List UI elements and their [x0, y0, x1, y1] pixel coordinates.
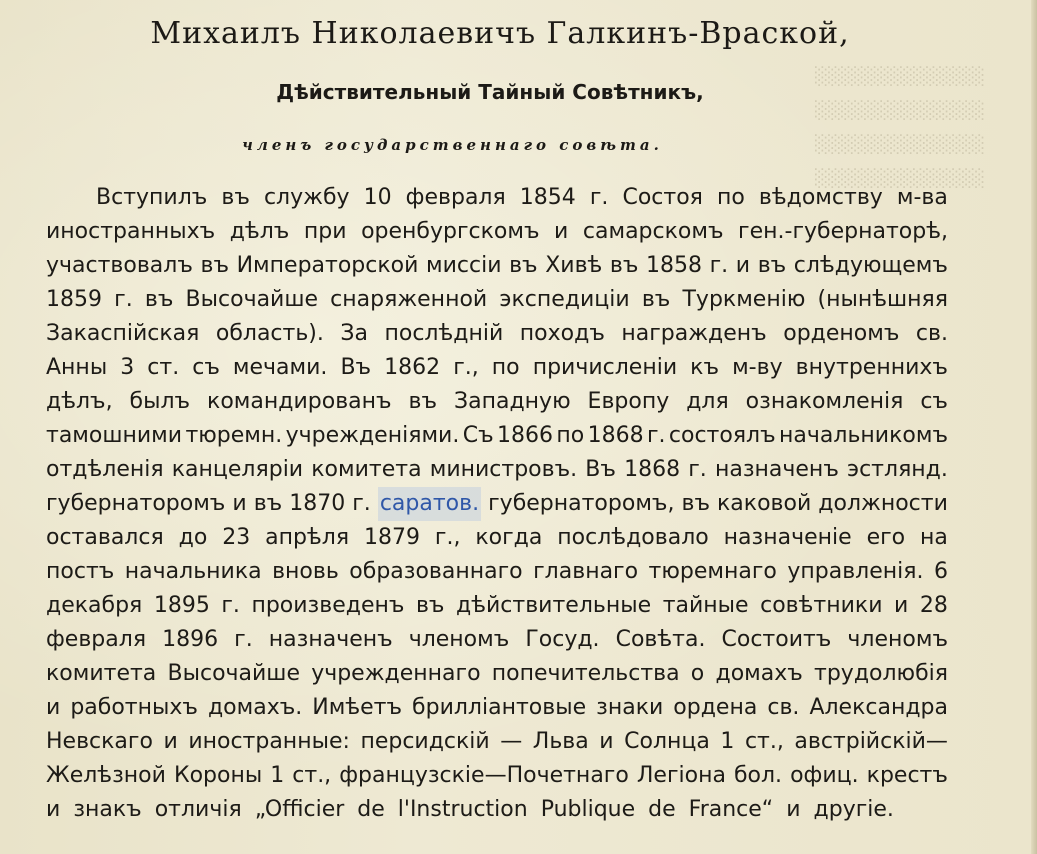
- word: въ: [509, 253, 538, 278]
- word: дѣйствительные: [456, 593, 652, 618]
- word: губернаторомъ: [46, 491, 226, 516]
- word: крестъ: [866, 763, 948, 788]
- word: въ: [681, 491, 710, 516]
- word: св.: [915, 321, 948, 346]
- text-line: [46, 215, 948, 249]
- word: оренбургскомъ: [361, 219, 540, 244]
- word: дѣлъ,: [46, 389, 113, 414]
- word: de: [357, 797, 385, 822]
- word: комитета: [46, 661, 157, 686]
- text-line: [46, 385, 948, 419]
- word: —: [500, 729, 523, 754]
- word: Императорской: [236, 253, 419, 278]
- word: 1896: [162, 627, 219, 652]
- word: Невскаго: [46, 729, 153, 754]
- word: 1859: [46, 287, 102, 312]
- word: по: [556, 423, 585, 448]
- word: 23: [222, 525, 251, 550]
- word: управленія.: [787, 559, 924, 584]
- word: тюремнаго: [648, 559, 777, 584]
- word: къ: [690, 355, 720, 380]
- word: (нынѣшняя: [817, 287, 948, 312]
- word: слѣдующемъ: [793, 253, 948, 278]
- word: совѣтники: [760, 593, 883, 618]
- word: и: [735, 253, 751, 278]
- word: вновь: [272, 559, 339, 584]
- word: Легіона: [636, 763, 726, 788]
- word: членомъ: [408, 627, 510, 652]
- word: командированъ: [207, 389, 392, 414]
- word: и: [232, 491, 247, 516]
- word: ордена: [673, 695, 758, 720]
- word: тамошними: [46, 423, 183, 448]
- word: 1862: [384, 355, 441, 380]
- word: Высочайше: [167, 661, 300, 686]
- word: Европу: [587, 389, 670, 414]
- text-line: [46, 657, 948, 691]
- word: причисленіи: [532, 355, 678, 380]
- word: въ: [609, 253, 639, 278]
- word: 1879: [363, 525, 420, 550]
- word: офиц.: [790, 763, 859, 788]
- person-name-heading: Михаилъ Николаевичъ Галкинъ-Враской,: [150, 16, 850, 51]
- text-line: [46, 453, 948, 487]
- word: l'Instruction: [397, 797, 528, 822]
- word: Съ: [462, 423, 494, 448]
- word: австрійскій—: [794, 729, 948, 754]
- word: Западную: [454, 389, 571, 414]
- word: экспедиціи: [499, 287, 630, 312]
- word: отличія: [154, 797, 242, 822]
- text-line: [46, 317, 948, 351]
- word: канцеляріи: [171, 457, 304, 482]
- word: снаряженной: [330, 287, 488, 312]
- word: г.,: [453, 355, 479, 380]
- word: 1866: [496, 423, 553, 448]
- word: дѣлъ: [229, 219, 290, 244]
- word: оставался: [46, 525, 164, 550]
- word: на: [920, 525, 948, 550]
- word: въ: [641, 287, 671, 312]
- text-line: [46, 181, 948, 215]
- word: 28: [919, 593, 948, 618]
- word: съ: [920, 389, 948, 414]
- word: бол.: [733, 763, 783, 788]
- word: о: [690, 661, 705, 686]
- word: учрежденнаго: [311, 661, 481, 686]
- word: постъ: [46, 559, 115, 584]
- word: домахъ.: [207, 695, 303, 720]
- word: до: [178, 525, 208, 550]
- word: въ: [253, 491, 283, 516]
- word: отдѣленія: [46, 457, 164, 482]
- word: начальника: [124, 559, 262, 584]
- word: 1854: [519, 185, 576, 210]
- word: домахъ: [715, 661, 803, 686]
- word: комитета: [311, 457, 422, 482]
- word: службу: [263, 185, 350, 210]
- word: по: [491, 355, 520, 380]
- word: образованнаго: [349, 559, 523, 584]
- word: ст.: [147, 355, 180, 380]
- word: Госуд.: [525, 627, 600, 652]
- word: назначеніе: [723, 525, 852, 550]
- word: другіе.: [813, 797, 894, 822]
- word: 1868: [624, 457, 681, 482]
- word: Льва: [532, 729, 589, 754]
- word: состоялъ: [668, 423, 776, 448]
- word: самарскомъ: [582, 219, 724, 244]
- word: г.: [221, 593, 240, 618]
- word: Въ: [585, 457, 616, 482]
- word: 1868: [587, 423, 644, 448]
- membership-subheading: членъ государственнаго совѣта.: [242, 136, 663, 154]
- highlighted-word: саратов.: [378, 487, 481, 521]
- text-line: [46, 793, 948, 827]
- word: участвовалъ: [46, 253, 193, 278]
- word: ген.-губернаторѣ,: [738, 219, 948, 244]
- word: персидскій: [360, 729, 490, 754]
- word: губернаторомъ,: [488, 491, 675, 516]
- word: Высочайше: [185, 287, 319, 312]
- word: въ: [200, 253, 229, 278]
- word: работныхъ: [70, 695, 198, 720]
- word: брилліантовые: [412, 695, 587, 720]
- word: произведенъ: [251, 593, 405, 618]
- word: 6: [933, 559, 948, 584]
- word: министровъ.: [429, 457, 578, 482]
- word: France“: [688, 797, 774, 822]
- word: тайные: [662, 593, 749, 618]
- word: вѣдомству: [758, 185, 883, 210]
- word: его: [866, 525, 906, 550]
- word: и: [46, 797, 61, 822]
- word: г.,: [434, 525, 461, 550]
- word: de: [648, 797, 676, 822]
- text-line: [46, 623, 948, 657]
- word: ст.,: [292, 763, 332, 788]
- word: г.: [114, 287, 133, 312]
- word: въ: [415, 593, 445, 618]
- word: Въ: [340, 355, 372, 380]
- text-line: [46, 555, 948, 589]
- word: должности: [818, 491, 948, 516]
- word: Состоитъ: [721, 627, 832, 652]
- word: главнаго: [533, 559, 639, 584]
- word: попечительства: [491, 661, 680, 686]
- word: начальникомъ: [779, 423, 948, 448]
- text-line: [46, 419, 948, 453]
- word: г.: [688, 457, 707, 482]
- word: и: [599, 729, 614, 754]
- word: Александра: [809, 695, 948, 720]
- word: 1858: [646, 253, 703, 278]
- word: м-ву: [732, 355, 783, 380]
- word: мечами.: [232, 355, 328, 380]
- word: ознакомленія: [745, 389, 904, 414]
- word: каковой: [717, 491, 812, 516]
- text-line: [46, 487, 948, 521]
- word: иностранные:: [188, 729, 350, 754]
- word: Состоя: [622, 185, 703, 210]
- word: послѣдовало: [557, 525, 709, 550]
- word: Солнца: [624, 729, 710, 754]
- word: въ: [221, 185, 250, 210]
- word: и: [786, 797, 801, 822]
- word: иностранныхъ: [46, 219, 216, 244]
- word: по: [716, 185, 745, 210]
- word: миссіи: [426, 253, 502, 278]
- word: походъ: [519, 321, 605, 346]
- word: декабря: [46, 593, 143, 618]
- word: Желѣзной: [46, 763, 166, 788]
- word: 1895: [153, 593, 210, 618]
- word: апрѣля: [265, 525, 350, 550]
- page-edge-shadow: [1031, 0, 1037, 854]
- word: трудолюбія: [814, 661, 948, 686]
- word: 1: [270, 763, 285, 788]
- word: съ: [192, 355, 220, 380]
- word: Анны: [46, 355, 108, 380]
- word: былъ: [129, 389, 191, 414]
- word: назначенъ: [268, 627, 393, 652]
- word: учрежденіями.: [285, 423, 460, 448]
- word: область).: [215, 321, 324, 346]
- word: для: [686, 389, 729, 414]
- biography-paragraph: [46, 181, 948, 827]
- word: награжденъ: [621, 321, 767, 346]
- word: 10: [363, 185, 392, 210]
- word: въ: [144, 287, 174, 312]
- word: при: [303, 219, 347, 244]
- word: 1870: [289, 491, 346, 516]
- word: 1: [720, 729, 735, 754]
- word: св.: [767, 695, 800, 720]
- word: французскіе—Почетнаго: [339, 763, 629, 788]
- word: г.: [646, 423, 666, 448]
- text-line: [46, 249, 948, 283]
- word: г.: [352, 491, 371, 516]
- word: орденомъ: [783, 321, 900, 346]
- word: февраля: [405, 185, 506, 210]
- text-line: [46, 283, 948, 317]
- word: въ: [408, 389, 438, 414]
- word: Имѣетъ: [312, 695, 403, 720]
- word: эстлянд.: [847, 457, 948, 482]
- text-line: [46, 691, 948, 725]
- word: и: [554, 219, 569, 244]
- word: членомъ: [847, 627, 948, 652]
- text-line: [46, 725, 948, 759]
- text-line: [46, 351, 948, 385]
- word: м-ва: [896, 185, 948, 210]
- word: Закаспійская: [46, 321, 200, 346]
- word: и: [163, 729, 178, 754]
- bleed-through-shadow: ░░░░░░░░░░░░░ ░░░░░░░░░░░░░ ░░░░░░░░░░░░░ ░░░░░░░░░░░░░: [815, 67, 985, 189]
- word: въ: [757, 253, 787, 278]
- word: знакъ: [73, 797, 142, 822]
- word: послѣдній: [384, 321, 504, 346]
- word: Совѣта.: [615, 627, 706, 652]
- word: Короны: [173, 763, 263, 788]
- word: Publique: [540, 797, 636, 822]
- word: и: [46, 695, 61, 720]
- word: когда: [475, 525, 543, 550]
- word: 3: [120, 355, 135, 380]
- word: назначенъ: [714, 457, 839, 482]
- word: ст.,: [744, 729, 784, 754]
- word: знаки: [596, 695, 664, 720]
- word: г.: [589, 185, 609, 210]
- word: внутреннихъ: [795, 355, 948, 380]
- text-line: [46, 589, 948, 623]
- word: тюремн.: [185, 423, 283, 448]
- word: Вступилъ: [96, 185, 208, 210]
- text-line: [46, 759, 948, 793]
- word: февраля: [46, 627, 147, 652]
- word: За: [340, 321, 368, 346]
- text-line: [46, 521, 948, 555]
- word: и: [894, 593, 909, 618]
- rank-subheading: Дѣйствительный Тайный Совѣтникъ,: [276, 80, 704, 104]
- word: Хивѣ: [545, 253, 603, 278]
- word: Туркменію: [682, 287, 806, 312]
- word: „Officier: [254, 797, 345, 822]
- word: г.: [234, 627, 253, 652]
- word: г.: [709, 253, 729, 278]
